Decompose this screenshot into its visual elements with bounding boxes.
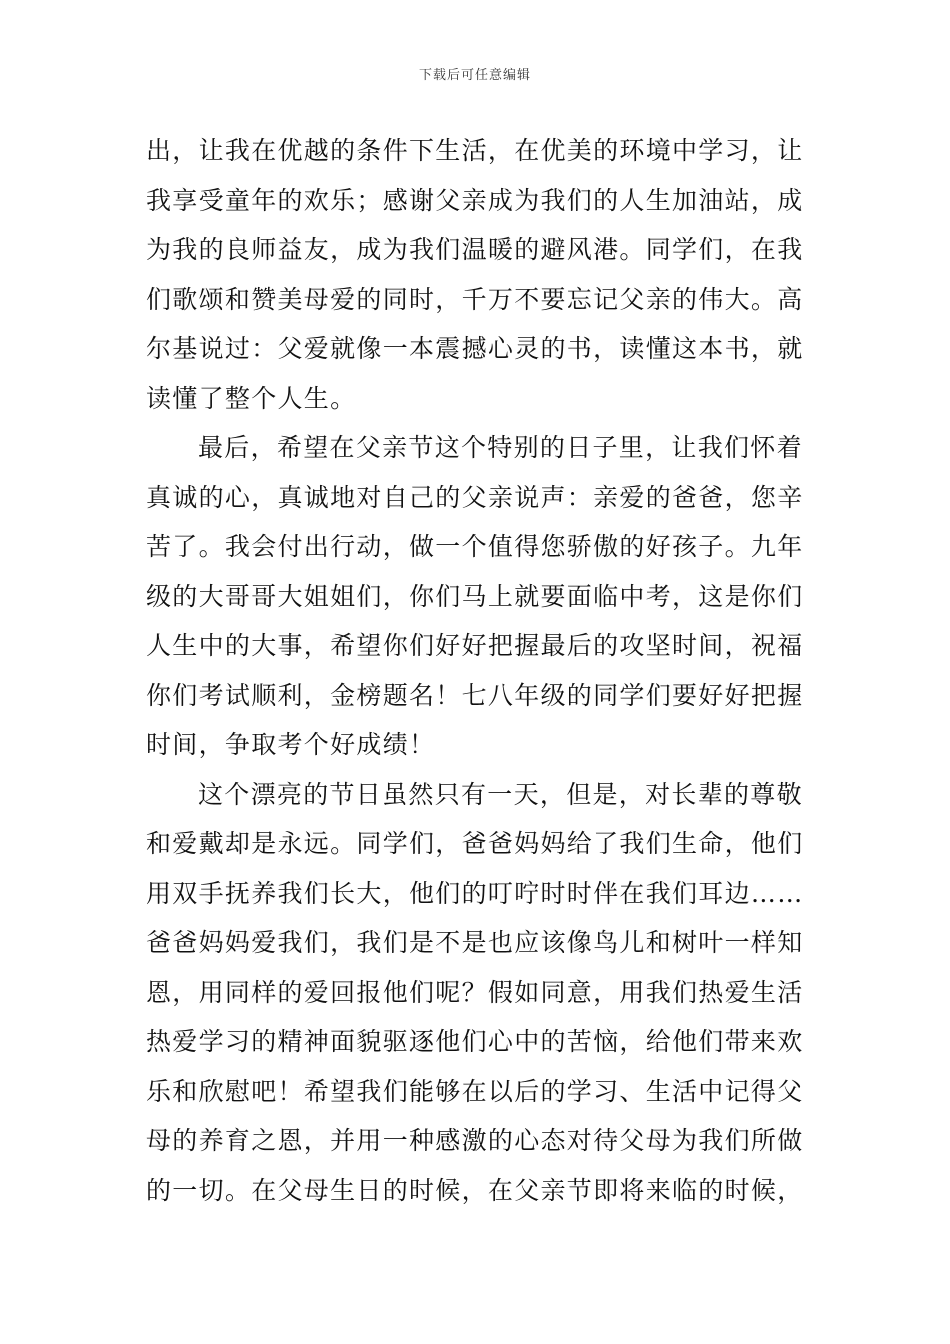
paragraph-start-line: 这个漂亮的节日虽然只有一天，但是，对长辈的尊敬 bbox=[198, 779, 803, 809]
text-line: 人生中的大事，希望你们好好把握最后的攻坚时间，祝福 bbox=[146, 631, 804, 660]
text-line: 的一切。在父母生日的时候，在父亲节即将来临的时候， bbox=[146, 1175, 804, 1205]
paragraph-start-line: 最后，希望在父亲节这个特别的日子里，让我们怀着 bbox=[198, 433, 803, 462]
text-line: 尔基说过：父爱就像一本震撼心灵的书，读懂这本书，就 bbox=[146, 334, 804, 363]
text-line: 热爱学习的精神面貌驱逐他们心中的苦恼，给他们带来欢 bbox=[146, 1027, 804, 1056]
text-line: 你们考试顺利，金榜题名！七八年级的同学们要好好把握 bbox=[146, 680, 804, 710]
text-line: 读懂了整个人生。 bbox=[146, 383, 357, 413]
text-line: 真诚的心，真诚地对自己的父亲说声：亲爱的爸爸，您辛 bbox=[146, 482, 804, 512]
text-line: 乐和欣慰吧！希望我们能够在以后的学习、生活中记得父 bbox=[146, 1076, 804, 1106]
body-text bbox=[146, 126, 806, 1215]
text-line: 出，让我在优越的条件下生活，在优美的环境中学习，让 bbox=[146, 136, 804, 165]
text-line: 我享受童年的欢乐；感谢父亲成为我们的人生加油站，成 bbox=[146, 185, 804, 215]
text-line: 恩，用同样的爱回报他们呢？假如同意，用我们热爱生活 bbox=[146, 977, 804, 1007]
text-line: 们歌颂和赞美母爱的同时，千万不要忘记父亲的伟大。高 bbox=[146, 284, 804, 314]
text-line: 级的大哥哥大姐姐们，你们马上就要面临中考，这是你们 bbox=[146, 581, 804, 611]
text-line: 为我的良师益友，成为我们温暖的避风港。同学们，在我 bbox=[146, 235, 804, 264]
page-header: 下载后可任意编辑 bbox=[418, 68, 531, 83]
text-line: 时间，争取考个好成绩！ bbox=[146, 730, 436, 759]
text-line: 苦了。我会付出行动，做一个值得您骄傲的好孩子。九年 bbox=[146, 532, 804, 561]
text-line: 用双手抚养我们长大，他们的叮咛时时伴在我们耳边…… bbox=[146, 878, 804, 908]
text-line: 和爱戴却是永远。同学们，爸爸妈妈给了我们生命，他们 bbox=[146, 829, 804, 858]
text-line: 爸爸妈妈爱我们，我们是不是也应该像鸟儿和树叶一样知 bbox=[146, 928, 804, 957]
text-line: 母的养育之恩，并用一种感激的心态对待父母为我们所做 bbox=[146, 1126, 804, 1155]
